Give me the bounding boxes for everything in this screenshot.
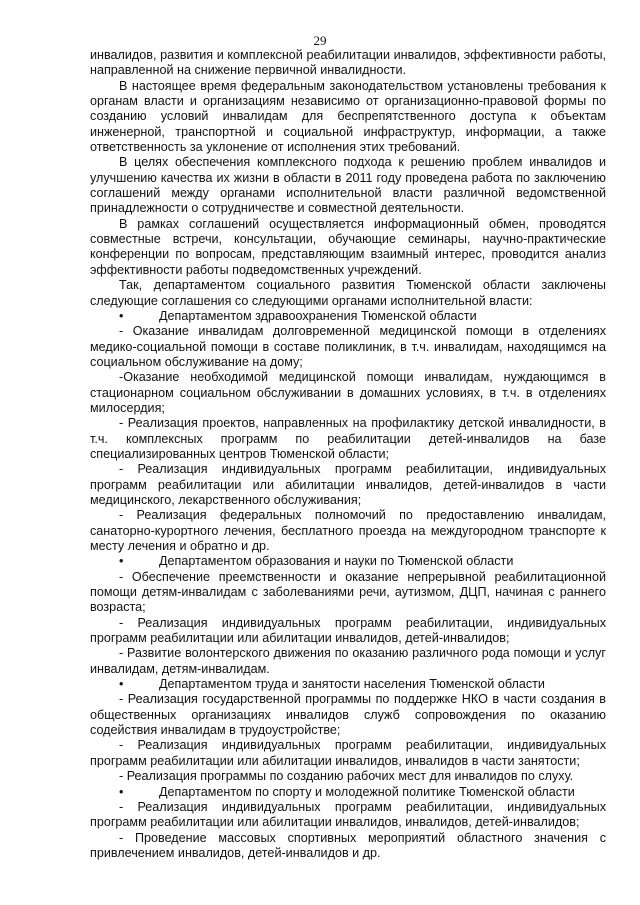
bullet-text: Департаментом труда и занятости населения Тюменской области <box>159 677 545 692</box>
paragraph: инвалидов, развития и комплексной реабилитации инвалидов, эффективности работы, направленной на снижение первичной инвалидности. <box>90 48 606 78</box>
bullet-marker: • <box>119 554 124 569</box>
paragraph: - Проведение массовых спортивных мероприятий областного значения с привлечением инвалидов, детей-инвалидов и др. <box>90 830 606 860</box>
body-text <box>90 48 606 861</box>
bullet-marker: • <box>119 677 124 692</box>
bullet-item <box>90 554 606 569</box>
paragraph: - Реализация государственной программы по поддержке НКО в части создания в общественных организациях инвалидов служб сопровождения по оказанию содействия инвалидам в трудоустройстве; <box>90 692 606 738</box>
bullet-marker: • <box>119 308 124 323</box>
bullet-item <box>90 785 606 800</box>
bullet-marker: • <box>119 784 124 799</box>
paragraph: - Реализация индивидуальных программ реабилитации, индивидуальных программ реабилитации или абилитации инвалидов, инвалидов в части занятости; <box>90 738 606 768</box>
bullet-text: Департаментом образования и науки по Тюменской области <box>159 554 514 569</box>
bullet-text: Департаментом по спорту и молодежной политике Тюменской области <box>159 784 575 799</box>
bullet-item <box>90 677 606 692</box>
paragraph: - Реализация проектов, направленных на профилактику детской инвалидности, в т.ч. комплексных программ по реабилитации детей-инвалидов на базе специализированных центров Тюменской области; <box>90 416 606 461</box>
paragraph: -Оказание необходимой медицинской помощи инвалидам, нуждающимся в стационарном социальном обслуживании в домашних условиях, в т.ч. в отделениях милосердия; <box>90 370 606 415</box>
paragraph: - Реализация индивидуальных программ реабилитации, индивидуальных программ реабилитации или абилитации инвалидов, детей-инвалидов; <box>90 615 606 646</box>
paragraph: - Реализация индивидуальных программ реабилитации, индивидуальных программ реабилитации или абилитации инвалидов, инвалидов, детей-инвалидов; <box>90 799 606 830</box>
paragraph: - Развитие волонтерского движения по оказанию различного рода помощи и услуг инвалидам, детям-инвалидам. <box>90 646 606 676</box>
paragraph: - Реализация индивидуальных программ реабилитации, индивидуальных программ реабилитации или абилитации инвалидов, детей-инвалидов в части медицинского, лекарственного обслуживания; <box>90 462 606 507</box>
paragraph: - Оказание инвалидам долговременной медицинской помощи в отделениях медико-социальной помощи в составе поликлиник, в т.ч. инвалидам, находящимся на социальном обслуживание на дому; <box>90 324 606 369</box>
paragraph: - Реализация федеральных полномочий по предоставлению инвалидам, санаторно-курортного лечения, бесплатного проезда на междугородном транспорте к месту лечения и обратно и др. <box>90 508 606 553</box>
paragraph: В настоящее время федеральным законодательством установлены требования к органам власти и организациям независимо от организационно-правовой формы по созданию условий инвалидам для беспрепятственного доступа к объектам инженерной, транспортной и социальной инфраструктур, информации, а также ответственность за уклонение от исполнения этих требований. <box>90 78 606 155</box>
page-number: 29 <box>313 33 327 48</box>
paragraph: - Обеспечение преемственности и оказание непрерывной реабилитационной помощи детям-инвалидам с заболеваниями речи, аутизмом, ДЦП, начиная с раннего возраста; <box>90 569 606 615</box>
paragraph: В целях обеспечения комплексного подхода к решению проблем инвалидов и улучшению качества их жизни в области в 2011 году проведена работа по заключению соглашений между органами исполнительной власти различной ведомственной принадлежности о сотрудничестве и совместной деятельности. <box>90 155 606 216</box>
paragraph: В рамках соглашений осуществляется информационный обмен, проводятся совместные встречи, консультации, обучающие семинары, научно-практические конференции по вопросам, представляющим взаимный интерес, проводится анализ эффективности работы подведомственных учреждений. <box>90 216 606 277</box>
bullet-text: Департаментом здравоохранения Тюменской области <box>159 308 477 323</box>
paragraph: Так, департаментом социального развития Тюменской области заключены следующие соглашения со следующими органами исполнительной власти: <box>90 278 606 308</box>
bullet-item <box>90 309 606 324</box>
paragraph: - Реализация программы по созданию рабочих мест для инвалидов по слуху. <box>119 769 574 784</box>
